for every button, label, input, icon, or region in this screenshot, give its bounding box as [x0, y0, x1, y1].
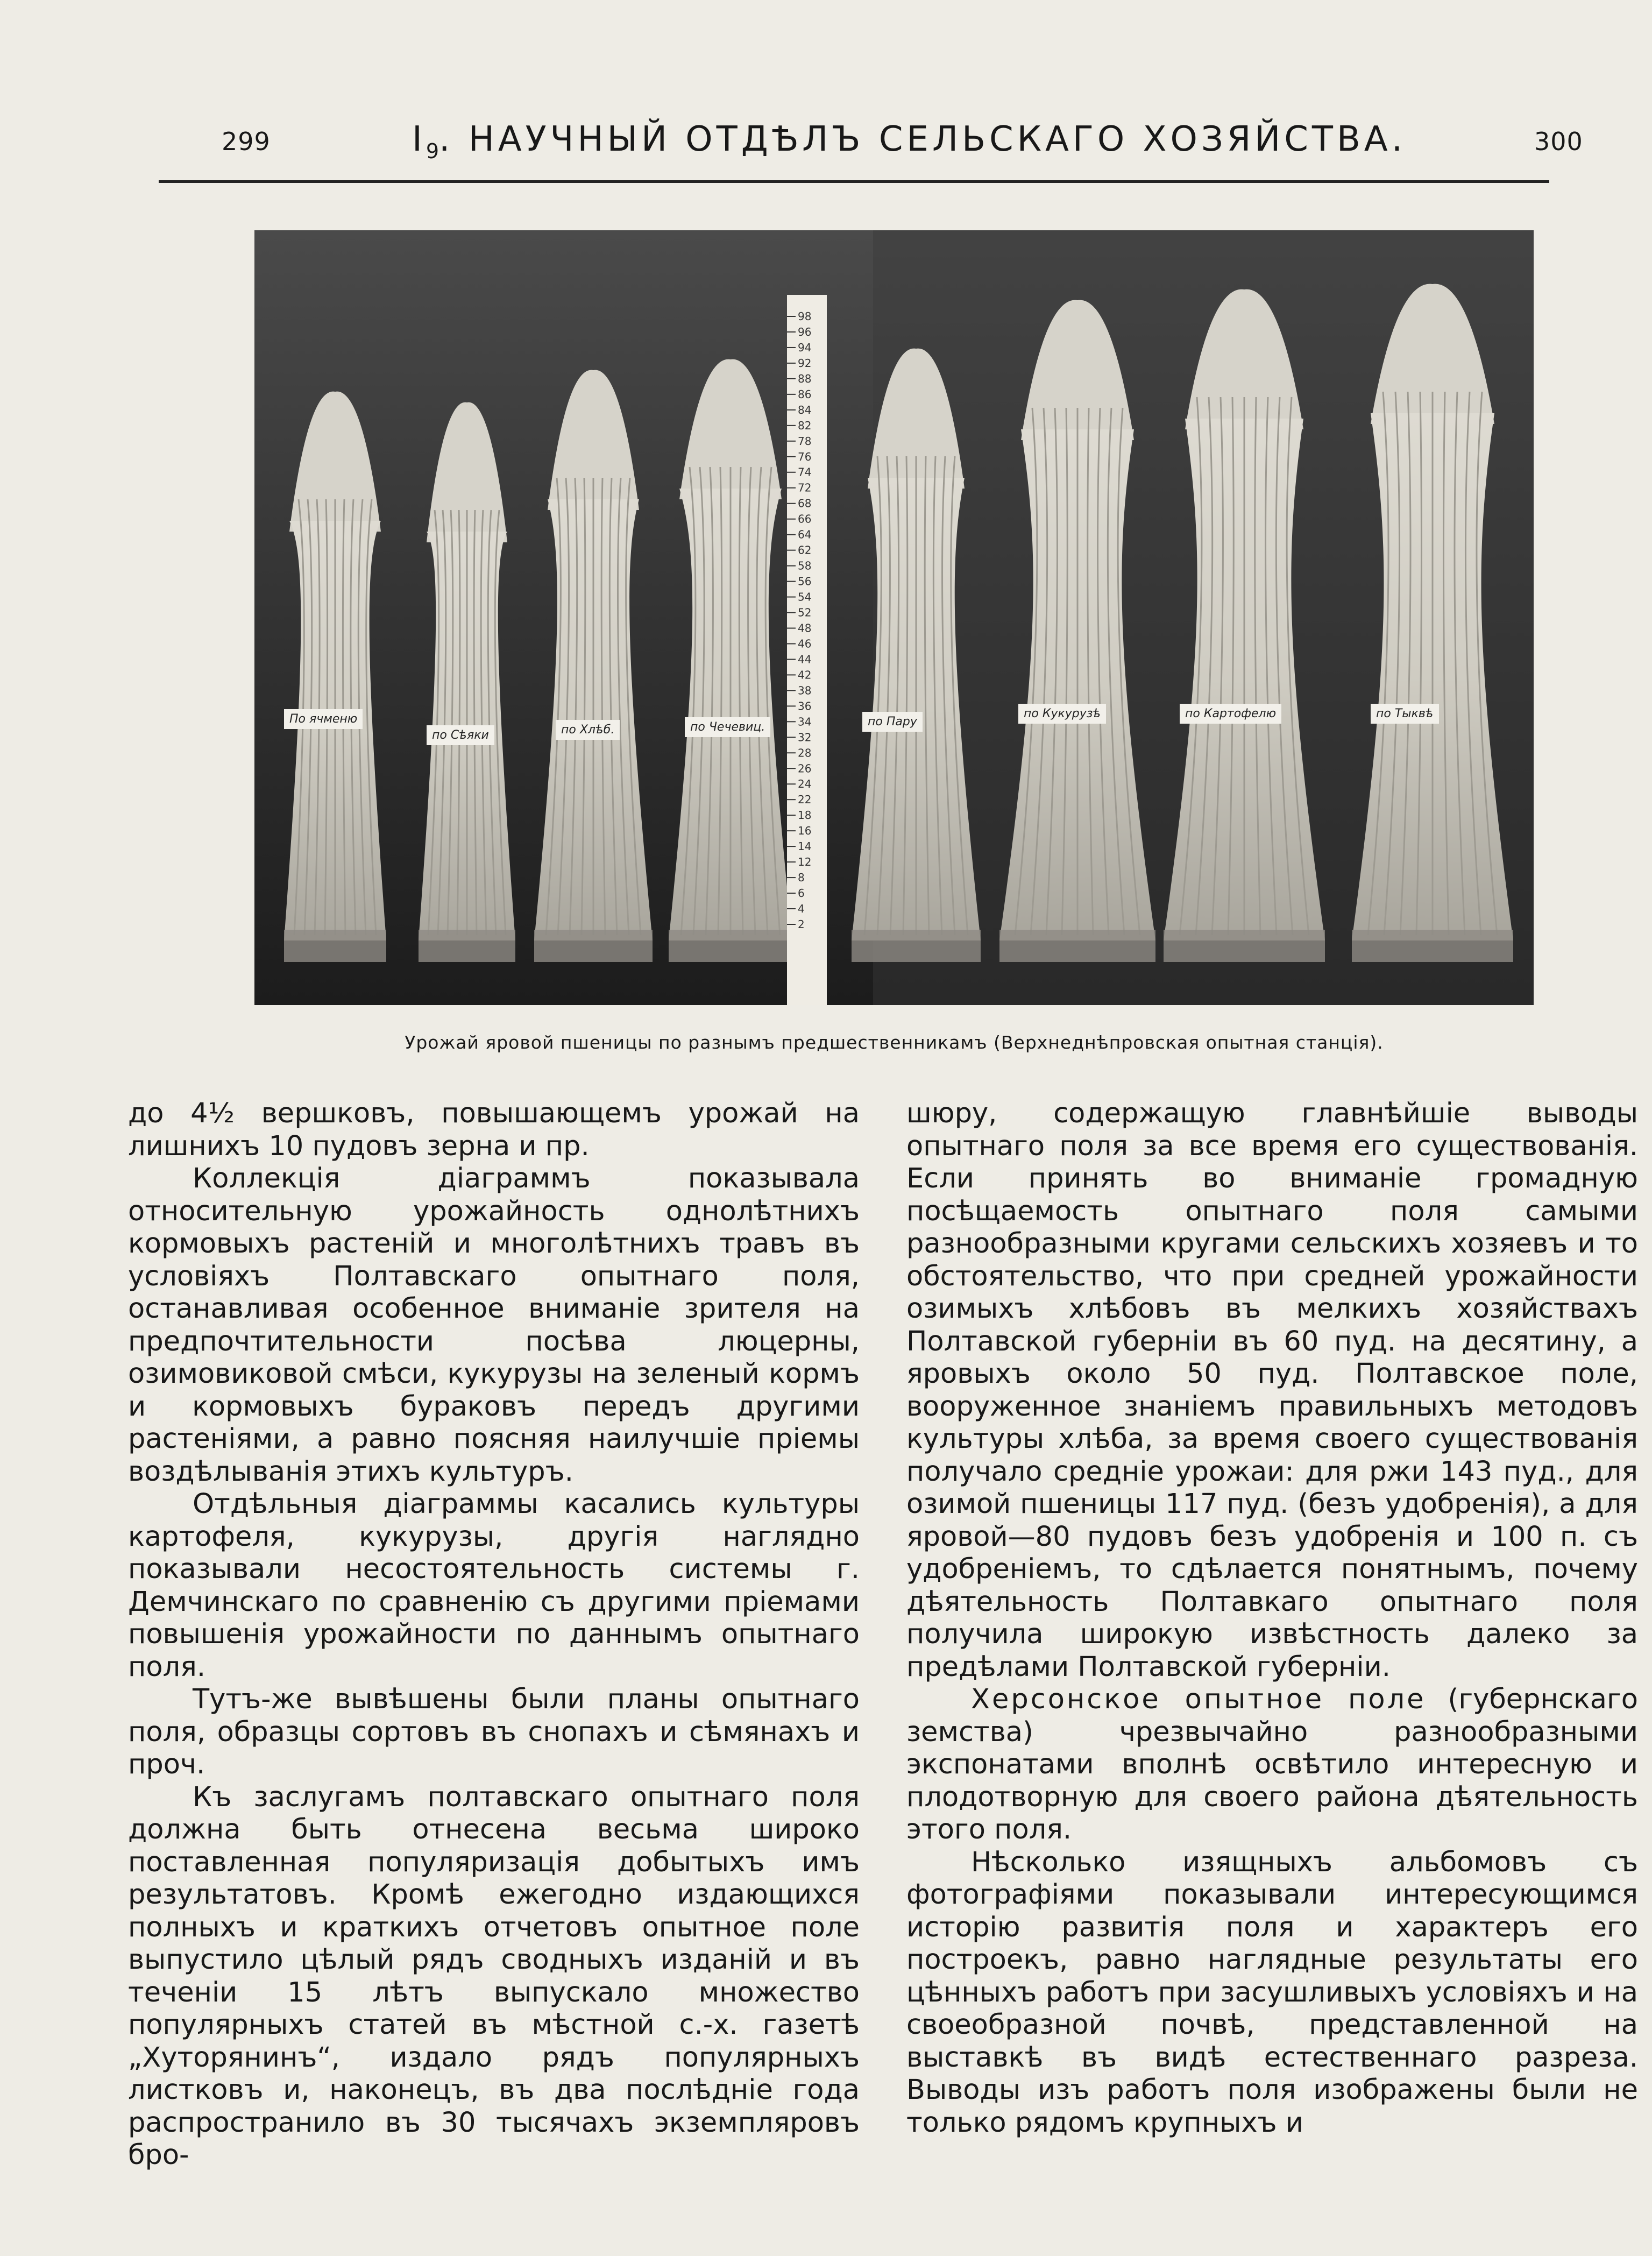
ruler-mark-label: 94 — [798, 341, 812, 354]
ruler-mark-label: 34 — [798, 715, 812, 729]
sheaf-roots — [1164, 930, 1325, 962]
ruler-mark-label: 72 — [798, 481, 812, 494]
paragraph-rest: (губернскаго земства) чрезвычайно разнообразными экспонатами вполнѣ освѣтило интересную и плодотворную для своего района дѣятельность этого поля. — [906, 1684, 1638, 1845]
ruler-mark-label: 26 — [798, 762, 812, 775]
sheaf-label: по Пару — [862, 712, 923, 732]
ruler-mark-label: 18 — [798, 809, 812, 822]
ruler-mark-label: 32 — [798, 731, 812, 744]
text-column-right — [906, 1098, 1638, 2139]
sheaf-label: по Картофелю — [1180, 704, 1281, 724]
ruler-mark-label: 8 — [798, 871, 805, 885]
ruler-mark-label: 66 — [798, 512, 812, 526]
ruler-mark-label: 54 — [798, 590, 812, 604]
sheaf-label: по Сѣяки — [427, 725, 494, 745]
ruler-mark-label: 16 — [798, 824, 812, 838]
ruler-mark-label: 24 — [798, 777, 812, 791]
ruler-mark-label: 38 — [798, 684, 812, 697]
ruler-mark-label: 74 — [798, 465, 812, 479]
ruler-mark-label: 58 — [798, 559, 812, 572]
sheaf-label: По ячменю — [284, 709, 363, 729]
ruler-mark-label: 52 — [798, 606, 812, 619]
paragraph — [906, 1684, 1638, 1847]
ruler-mark-label: 78 — [798, 434, 812, 448]
page-number-left: 299 — [222, 127, 271, 156]
paragraph: Нѣсколько изящныхъ альбомовъ съ фотографіями показывали интересующимся исторію развитія поля и характеръ его построекъ, равно наглядные результаты его цѣнныхъ работъ при засушливыхъ условіяхъ и на своеобразной почвѣ, представленной на выставкѣ въ видѣ естественнаго разреза. Выводы изъ работъ поля изображены были не только рядомъ крупныхъ и — [906, 1846, 1638, 2139]
wheat-sheaves-photograph — [254, 230, 1534, 1005]
ruler-mark-label: 28 — [798, 746, 812, 760]
paragraph: Коллекція діаграммъ показывала относительную урожайность однолѣтнихъ кормовыхъ растеній и многолѣтнихъ травъ въ условіяхъ Полтавскаго опытнаго поля, останавливая особенное вниманіе зрителя на предпочтительности посѣва люцерны, озимовиковой смѣси, кукурузы на зеленый кормъ и кормовыхъ бураковъ передъ другими растеніями, а равно поясняя наилучшіе пріемы воздѣлыванія этихъ культуръ. — [128, 1163, 860, 1488]
ruler-mark-label: 64 — [798, 528, 812, 541]
paragraph: Тутъ-же вывѣшены были планы опытнаго поля, образцы сортовъ въ снопахъ и сѣмянахъ и проч. — [128, 1684, 860, 1780]
ruler-mark-label: 42 — [798, 668, 812, 682]
sheaf-roots — [1352, 930, 1513, 962]
ruler-mark-label: 84 — [798, 403, 812, 416]
ruler-mark-label: 48 — [798, 621, 812, 635]
paragraph: шюру, содержащую главнѣйшіе выводы опытнаго поля за все время его существованія. Если принять во вниманіе громадную посѣщаемость опытнаго поля самыми разнообразными кругами сельскихъ хозяевъ и то обстоятельство, что при средней урожайности озимыхъ хлѣбовъ въ мелкихъ хозяйствахъ Полтавской губерніи въ 60 пуд. на десятину, а яровыхъ около 50 пуд. Полтавское поле, вооруженное знаніемъ правильныхъ методовъ культуры хлѣба, за время своего существованія получало средніе урожаи: для ржи 143 пуд., для озимой пшеницы 117 пуд. (безъ удобренія), а для яровой—80 пудовъ безъ удобренія и 100 п. съ удобреніемъ, то сдѣлается понятнымъ, почему дѣятельность Полтавкаго опытнаго поля получила широкую извѣстность далеко за предѣлами Полтавской губерніи. — [906, 1098, 1638, 1683]
ruler-mark-label: 82 — [798, 419, 812, 432]
ruler-mark-label: 96 — [798, 325, 812, 338]
sheaf-roots — [284, 930, 386, 962]
ruler-mark-label: 12 — [798, 855, 812, 869]
ruler-mark-label: 62 — [798, 543, 812, 557]
ruler-mark-label: 2 — [798, 918, 805, 931]
ruler-mark-label: 98 — [798, 310, 812, 323]
header-rule — [159, 180, 1549, 183]
text-column-left — [128, 1098, 860, 2172]
ruler-mark-label: 86 — [798, 387, 812, 401]
ruler-mark-label: 44 — [798, 653, 812, 666]
ruler-mark-label: 46 — [798, 637, 812, 650]
ruler-mark-label: 22 — [798, 793, 812, 807]
ruler-mark-label: 92 — [798, 356, 812, 370]
sheaf-roots — [669, 930, 792, 962]
photo-drawing — [254, 230, 1534, 1005]
ruler-mark-label: 14 — [798, 840, 812, 853]
sheaf-roots — [852, 930, 981, 962]
ruler-mark-label: 68 — [798, 497, 812, 510]
ruler-mark-label: 88 — [798, 372, 812, 385]
sheaf-label: по Тыквѣ — [1371, 704, 1439, 724]
paragraph: до 4½ вершковъ, повышающемъ урожай на лишнихъ 10 пудовъ зерна и пр. — [128, 1098, 860, 1162]
sheaf-label: по Чечевиц. — [685, 717, 770, 737]
ruler-mark-label: 56 — [798, 575, 812, 588]
sheaf-roots — [534, 930, 653, 962]
spaced-lead-phrase: Херсонское опытное поле — [971, 1684, 1426, 1715]
section-prefix: I — [412, 119, 426, 159]
sheaf-roots — [999, 930, 1155, 962]
paragraph: Отдѣльныя діаграммы касались культуры картофеля, кукурузы, другія наглядно показывали несостоятельность системы г. Демчинскаго по сравненію съ другими пріемами повышенія урожайности по даннымъ опытнаго поля. — [128, 1488, 860, 1683]
page-number-right: 300 — [1534, 127, 1583, 156]
running-head — [409, 119, 1409, 163]
paragraph: Къ заслугамъ полтавскаго опытнаго поля должна быть отнесена весьма широко поставленная популяризація добытыхъ имъ результатовъ. Кромѣ ежегодно издающихся полныхъ и краткихъ отчетовъ опытное поле выпустило цѣлый рядъ сводныхъ изданій и въ теченіи 15 лѣтъ выпускало множество популярныхъ статей въ мѣстной с.-х. газетѣ „Хуторянинъ“, издало рядъ популярныхъ листковъ и, наконецъ, въ два послѣдніе года распространило въ 30 тысячахъ экземпляровъ бро- — [128, 1781, 860, 2171]
figure-caption: Урожай яровой пшеницы по разнымъ предшественникамъ (Верхнеднѣпровская опытная станція). — [405, 1032, 1384, 1053]
section-title: . НАУЧНЫЙ ОТДѢЛЪ СЕЛЬСКАГО ХОЗЯЙСТВА. — [439, 119, 1407, 159]
sheaf-roots — [419, 930, 515, 962]
section-subscript: 9 — [426, 139, 439, 163]
ruler-mark-label: 76 — [798, 450, 812, 463]
sheaf-label: по Хлѣб. — [556, 720, 620, 740]
ruler-mark-label: 36 — [798, 699, 812, 713]
sheaf-label: по Кукурузѣ — [1018, 704, 1106, 724]
ruler-mark-label: 6 — [798, 887, 805, 900]
ruler-mark-label: 4 — [798, 902, 805, 916]
